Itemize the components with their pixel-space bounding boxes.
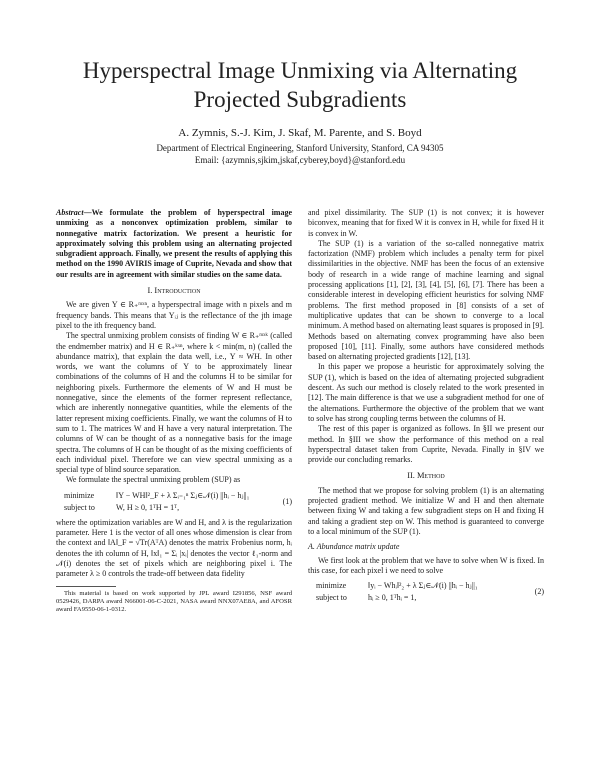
subsection-heading-abundance: A. Abundance matrix update [308, 542, 400, 552]
abstract [56, 208, 292, 280]
intro-paragraph-1: We are given Y ∈ R₊ᵐˣⁿ, a hyperspectral image with n pixels and m frequency bands. This means that Yᵢⱼ is the reflectance of the jth image pixel to the ith frequency band. [56, 300, 292, 330]
eq2-number: (2) [534, 587, 544, 597]
author-list: A. Zymnis, S.-J. Kim, J. Skaf, M. Parente, and S. Boyd [178, 127, 422, 139]
method-paragraph-2: We first look at the problem that we have to solve when W is fixed. In this case, for each pixel i we need to solve [308, 555, 544, 575]
eq2-objective: ‖yᵢ − Whᵢ‖²₂ + λ Σⱼ∈𝒩(i) ||hᵢ − hⱼ||₁ [368, 581, 478, 591]
section-heading-method: II. Method [407, 471, 445, 481]
affiliation-block [40, 142, 560, 166]
abstract-label: Abstract [56, 208, 84, 217]
method-paragraph-1: The method that we propose for solving problem (1) is an alternating projected gradient method. We initialize W and H and then alternate between fixing W and taking a few subgradient steps on H and fixing H and taking a gradient step on W. This method is guaranteed to converge to a local minimum of the SUP (1). [308, 485, 544, 536]
left-column [56, 208, 292, 614]
footnote-rule [56, 586, 116, 587]
email-line: Email: {azymnis,sjkim,jskaf,cyberey,boyd}@stanford.edu [194, 155, 406, 165]
title-line-1: Hyperspectral Image Unmixing via Alternating [82, 58, 518, 83]
intro-paragraph-2: The spectral unmixing problem consists of finding W ∈ R₊ᵐˣᵏ (called the endmember matrix) and H ∈ R₊ᵏˣⁿ, where k < min(m, n) (called the abundance matrix), that explain the data well, i.e., Y ≈ WH. In other words, we want the columns of Y to be approximately linear combinations of the columns of H and the columns H to be similar for neighboring pixels. Furthermore the elements of W and H must be nonnegative, since the elements of the former represent reflectance, which are inherently nonnegative quantities, while the elements of the latter represent mixing coefficients. Finally, we want the columns of H to sum to 1. The matrices W and H have a very natural interpretation. The columns of W can be thought of as a nonnegative basis for the image spectra. The columns of H can be thought of as the mixing coefficients of each individual pixel. Therefore we can view spectral unmixing as a special type of blind source separation. [56, 331, 292, 475]
intro-paragraph-7: In this paper we propose a heuristic for approximately solving the SUP (1), which is based on the idea of alternating projected subgradient descent. As such our method is closely related to the work presented in [12]. The main difference is that we use a subgradient method for one of the alternations. Furthermore the objective of the problem that we want to solve has strong coupling terms between the columns of H. [308, 362, 544, 423]
eq1-constraints: W, H ≥ 0, 1ᵀH = 1ᵀ, [116, 502, 180, 512]
funding-footnote: This material is based on work supported by JPL award I291856, NSF award 0529426, DARPA award N66001-06-C-2021, NASA award NNX07AE8A, and AFOSR award FA9550-06-1-0312. [56, 589, 292, 613]
eq2-minimize-label: minimize [316, 581, 347, 591]
eq2-constraints: hᵢ ≥ 0, 1ᵀhᵢ = 1, [368, 593, 417, 603]
intro-paragraph-4: where the optimization variables are W and H, and λ is the regularization parameter. Here 1 is the vector of all ones whose dimension is clear from the context and ‖A‖_F = √Tr(AᵀA) denotes the matrix Frobenius norm, hᵢ denotes the ith column of H, ‖x‖₁ = Σᵢ |xᵢ| denotes the vector ℓ₁-norm and 𝒩(i) denotes the set of pixels which are neighboring pixel i. The parameter λ ≥ 0 controls the trade-off between data fidelity [56, 517, 292, 579]
paper-title [40, 56, 560, 114]
eq1-number: (1) [282, 496, 292, 506]
eq1-objective: ‖Y − WH‖²_F + λ Σᵢ₌₁ⁿ Σⱼ∈𝒩(i) ||hᵢ − hⱼ||₁ [116, 490, 250, 500]
right-column [308, 208, 544, 608]
affiliation: Department of Electrical Engineering, Stanford University, Stanford, CA 94305 [156, 143, 444, 153]
intro-paragraph-6: The SUP (1) is a variation of the so-called nonnegative matrix factorization (NMF) problem which includes a penalty term for pixel dissimilarities in the objective. NMF has been the focus of an extensive body of research in a wide range of machine learning and signal processing applications [1], [2], [3], [4], [5], [6], [7]. There has been a considerable interest in developing efficient heuristics for solving NMF problems. The first method proposed in [8] consists of a set of multiplicative updates that can be shown to converge to a local minimum. A method based on alternating least squares is proposed in [9]. Methods based on alternating convex programming have also been proposed [10], [11]. Finally, some authors have considered methods based on alternating projected gradients [12], [13]. [308, 238, 544, 362]
equation-2 [308, 580, 544, 604]
section-heading-introduction: I. Introduction [147, 286, 201, 296]
intro-paragraph-5: and pixel dissimilarity. The SUP (1) is not convex; it is however biconvex, meaning that for fixed W it is convex in H, while for fixed H it is convex in W. [308, 208, 544, 238]
eq2-subject-label: subject to [316, 593, 347, 603]
title-line-2: Projected Subgradients [193, 87, 407, 112]
abstract-text: —We formulate the problem of hyperspectral image unmixing as a nonconvex optimization problem, similar to nonnegative matrix factorization. We present a heuristic for approximately solving this problem using an alternating projected subgradient approach. Finally, we present the results of applying this method on the 1990 AVIRIS image of Cuprite, Nevada and show that our results are in agreement with similar studies on the same data. [56, 208, 292, 279]
intro-paragraph-8: The rest of this paper is organized as follows. In §II we present our method. In §III we show the performance of this method on a real hyperspectral dataset taken from Cuprite, Nevada. Finally in §IV we provide our concluding remarks. [308, 424, 544, 465]
equation-1 [56, 490, 292, 514]
intro-paragraph-3: We formulate the spectral unmixing problem (SUP) as [66, 475, 241, 485]
eq1-subject-label: subject to [64, 502, 95, 512]
eq1-minimize-label: minimize [64, 490, 95, 500]
